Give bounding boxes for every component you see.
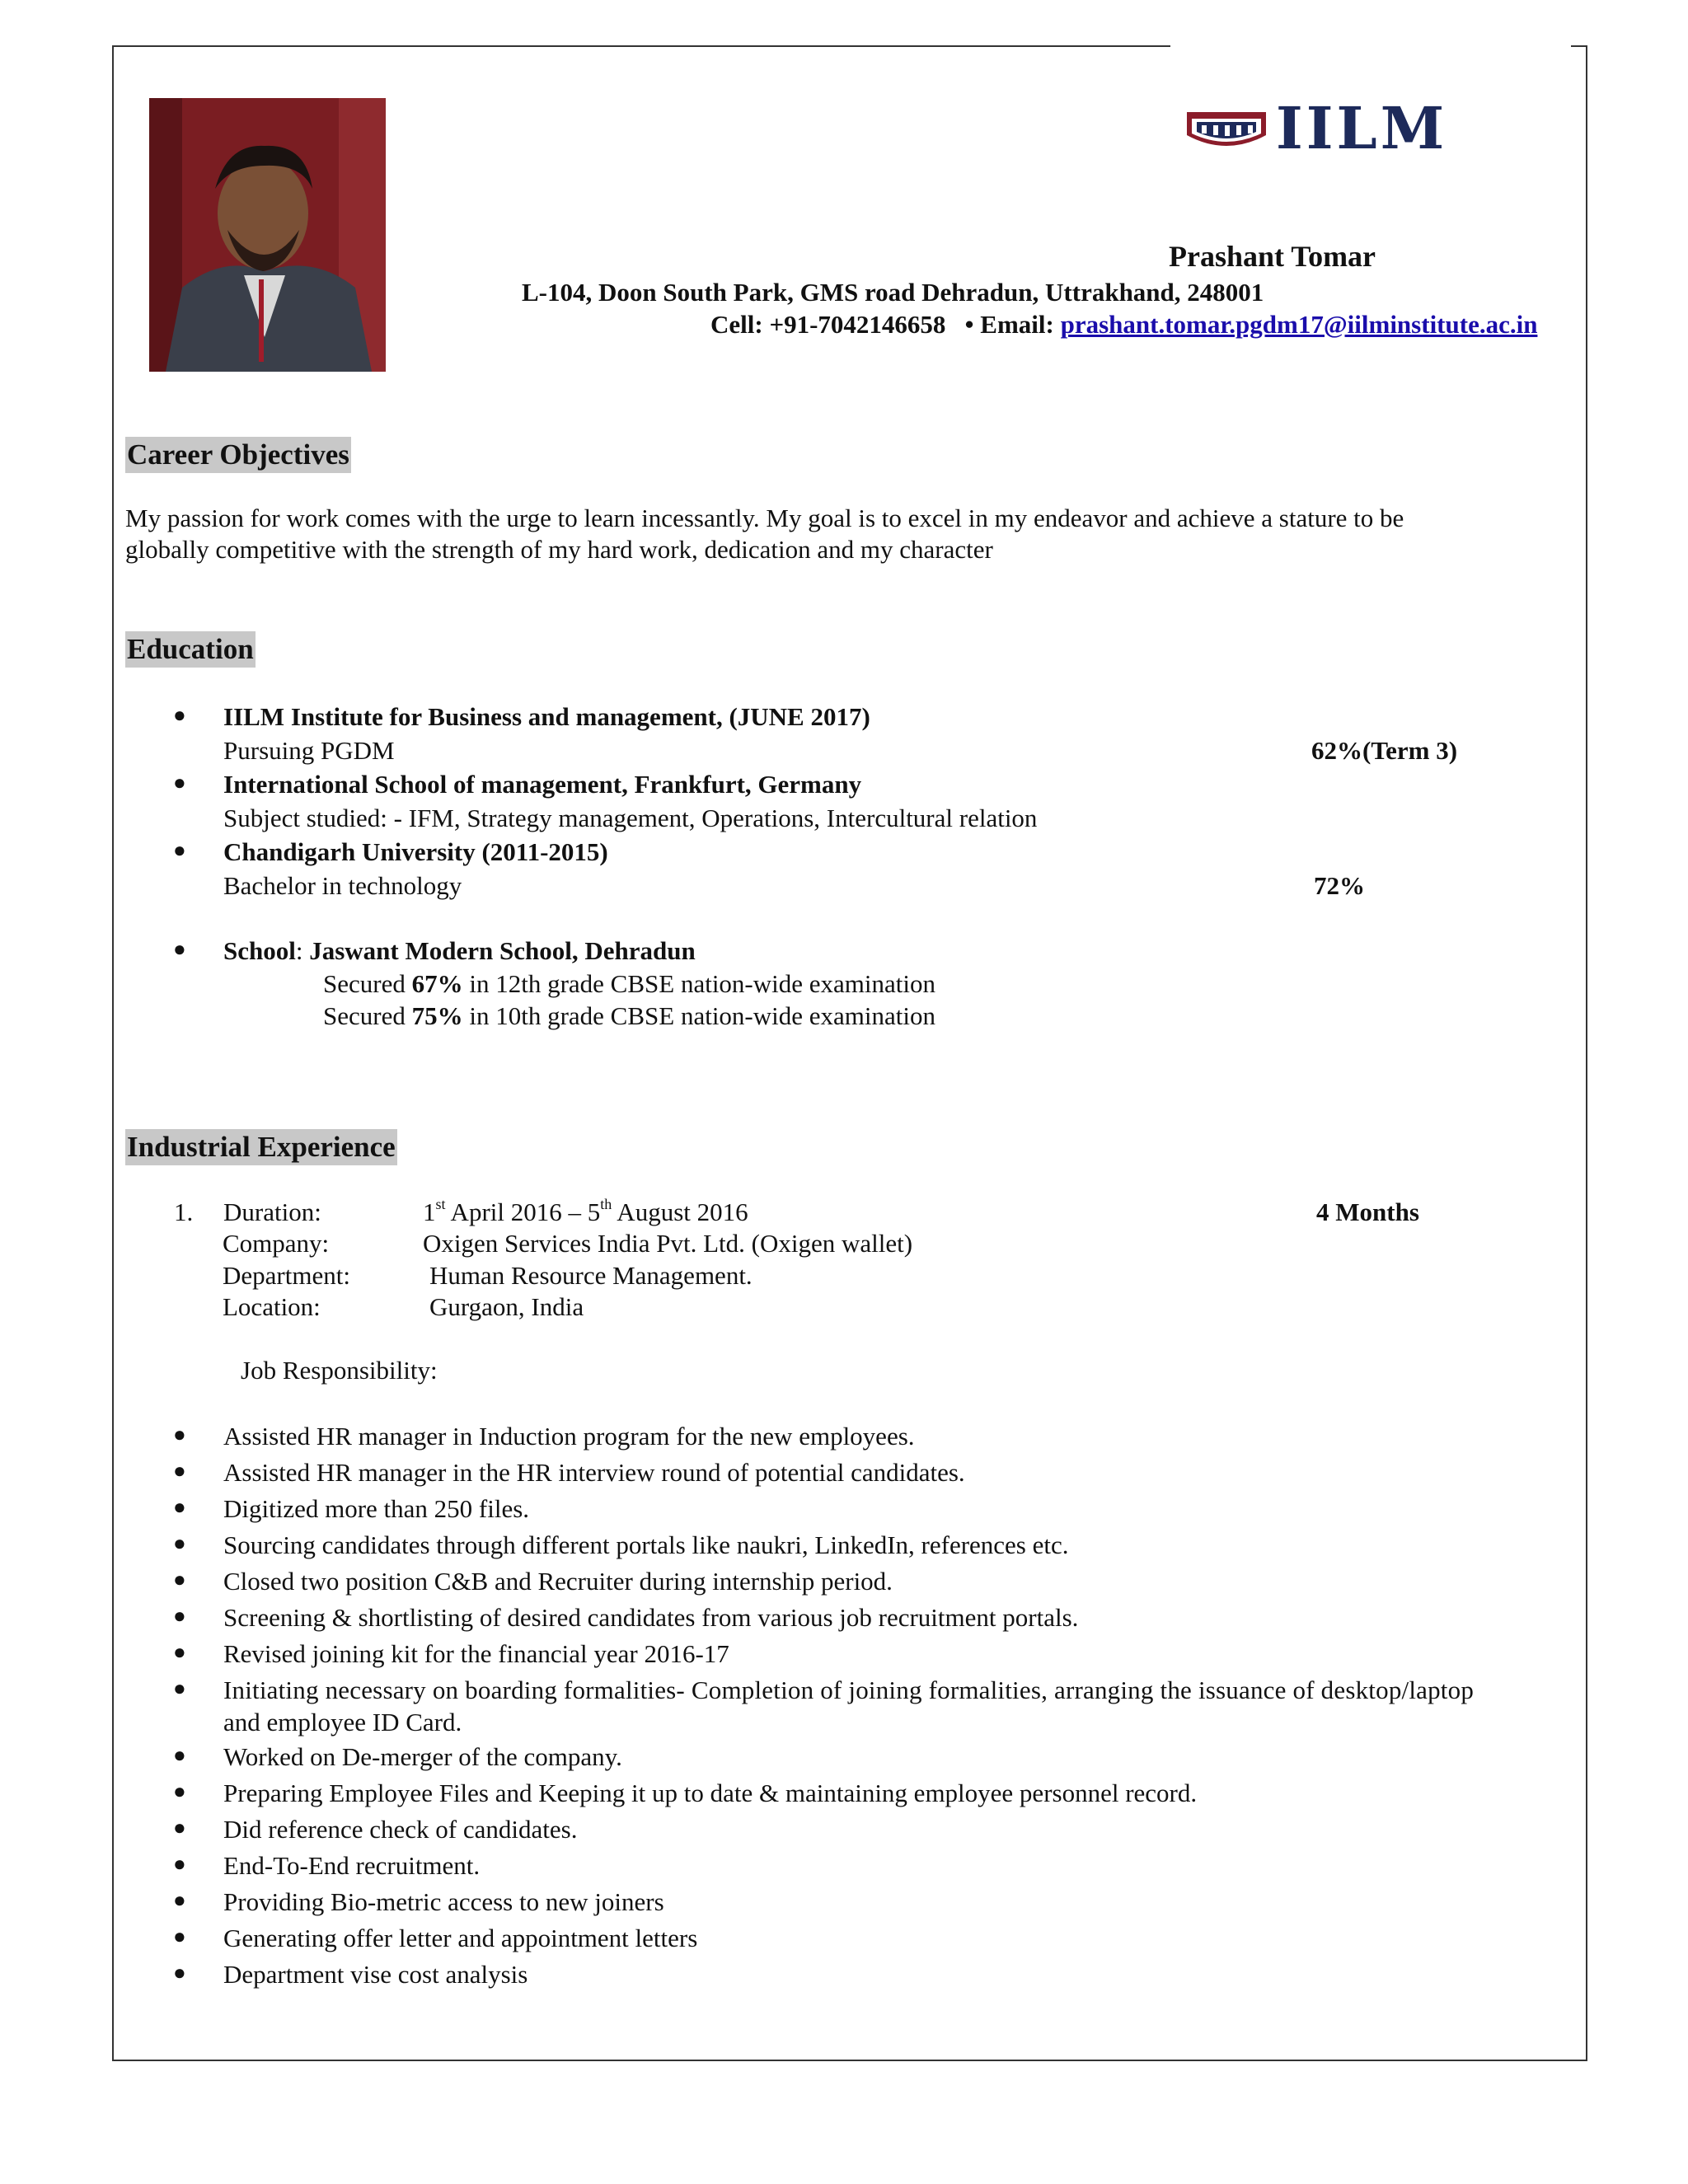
responsibility-item: Assisted HR manager in the HR interview round of potential candidates. <box>223 1458 965 1487</box>
career-line-2: globally competitive with the strength of my hard work, dedication and my character <box>125 535 993 564</box>
bullet: ● <box>173 1640 186 1664</box>
iilm-logo <box>1184 97 1564 155</box>
company-label: Company: <box>223 1229 330 1258</box>
edu-title-2: International School of management, Frankfurt, Germany <box>223 770 862 799</box>
responsibility-item: Providing Bio-metric access to new joiners <box>223 1887 664 1916</box>
job-responsibility-heading: Job Responsibility: <box>241 1356 438 1385</box>
bullet: ● <box>173 937 186 961</box>
bullet: ● <box>173 1961 186 1985</box>
bullet: ● <box>173 1924 186 1948</box>
contact-line <box>710 310 1537 340</box>
bullet: ● <box>173 1604 186 1628</box>
responsibility-item: Closed two position C&B and Recruiter during internship period. <box>223 1567 893 1596</box>
responsibility-item: Did reference check of candidates. <box>223 1815 578 1844</box>
bullet: ● <box>173 1568 186 1591</box>
school-line: School: Jaswant Modern School, Dehradun <box>223 936 696 965</box>
edu-title-1: IILM Institute for Business and management, (JUNE 2017) <box>223 702 870 731</box>
bullet: ● <box>173 1852 186 1876</box>
responsibility-item: Assisted HR manager in Induction program for the new employees. <box>223 1422 915 1451</box>
responsibility-item: Digitized more than 250 files. <box>223 1494 530 1523</box>
responsibility-item: Department vise cost analysis <box>223 1960 528 1989</box>
bullet: ● <box>173 838 186 862</box>
bullet: ● <box>173 1676 186 1700</box>
department-label: Department: <box>223 1261 350 1290</box>
bullet: ● <box>173 771 186 794</box>
bullet: ● <box>173 703 186 727</box>
career-objectives-heading: Career Objectives <box>125 437 351 473</box>
candidate-name: Prashant Tomar <box>1169 240 1376 273</box>
experience-number: 1. <box>174 1197 194 1226</box>
school-name: Jaswant Modern School, Dehradun <box>309 936 696 965</box>
edu-sub-1: Pursuing PGDM <box>223 736 395 765</box>
responsibility-item: Generating offer letter and appointment letters <box>223 1924 698 1952</box>
responsibility-item: Screening & shortlisting of desired candidates from various job recruitment portals. <box>223 1603 1079 1632</box>
bullet: ● <box>173 1816 186 1840</box>
company-value: Oxigen Services India Pvt. Ltd. (Oxigen wallet) <box>423 1229 913 1258</box>
responsibility-item: End-To-End recruitment. <box>223 1851 481 1880</box>
duration-months: 4 Months <box>1316 1197 1419 1226</box>
grade-12-line: Secured 67% in 12th grade CBSE nation-wide examination <box>323 969 935 998</box>
bullet: ● <box>173 1459 186 1483</box>
duration-value: 1st April 2016 – 5th August 2016 <box>423 1196 748 1226</box>
experience-heading: Industrial Experience <box>125 1129 397 1165</box>
edu-sub-2: Subject studied: - IFM, Strategy management, Operations, Intercultural relation <box>223 804 1038 832</box>
department-value: Human Resource Management. <box>429 1261 753 1290</box>
profile-photo <box>149 98 386 372</box>
address: L-104, Doon South Park, GMS road Dehradun, Uttrakhand, 248001 <box>522 278 1264 307</box>
contact-phone: Cell: +91-7042146658 • Email: <box>710 310 1061 339</box>
responsibility-item: Sourcing candidates through different portals like naukri, LinkedIn, references etc. <box>223 1530 1069 1559</box>
bullet: ● <box>173 1495 186 1519</box>
education-heading: Education <box>125 631 256 668</box>
location-label: Location: <box>223 1292 321 1321</box>
border-tick <box>1571 45 1587 47</box>
responsibility-item-continued: and employee ID Card. <box>223 1708 462 1736</box>
bullet: ● <box>173 1531 186 1555</box>
grade-10-percent: 75% <box>411 1001 463 1030</box>
responsibility-item: Worked on De-merger of the company. <box>223 1742 622 1771</box>
responsibility-item: Initiating necessary on boarding formalities- Completion of joining formalities, arranging the issuance of desktop/laptop <box>223 1675 1475 1704</box>
responsibility-item: Preparing Employee Files and Keeping it up to date & maintaining employee personnel record. <box>223 1779 1198 1807</box>
career-line-1: My passion for work comes with the urge to learn incessantly. My goal is to excel in my endeavor and achieve a stature to be <box>125 504 1404 532</box>
border-gap <box>1170 41 1571 49</box>
career-objective-text <box>125 503 1568 565</box>
bullet: ● <box>173 1743 186 1767</box>
bullet: ● <box>173 1422 186 1446</box>
bullet: ● <box>173 1888 186 1912</box>
edu-score-3: 72% <box>1314 871 1365 900</box>
school-label: School <box>223 936 296 965</box>
edu-sub-3: Bachelor in technology <box>223 871 462 900</box>
grade-10-line: Secured 75% in 10th grade CBSE nation-wide examination <box>323 1001 935 1030</box>
email-link[interactable]: prashant.tomar.pgdm17@iilminstitute.ac.in <box>1060 310 1538 339</box>
logo-text: IILM <box>1276 97 1448 155</box>
responsibility-item: Revised joining kit for the financial year 2016-17 <box>223 1639 729 1668</box>
duration-label: Duration: <box>223 1197 321 1226</box>
edu-title-3: Chandigarh University (2011-2015) <box>223 837 608 866</box>
grade-12-percent: 67% <box>411 969 463 998</box>
edu-score-1: 62%(Term 3) <box>1311 736 1458 765</box>
bullet: ● <box>173 1779 186 1803</box>
location-value: Gurgaon, India <box>429 1292 584 1321</box>
